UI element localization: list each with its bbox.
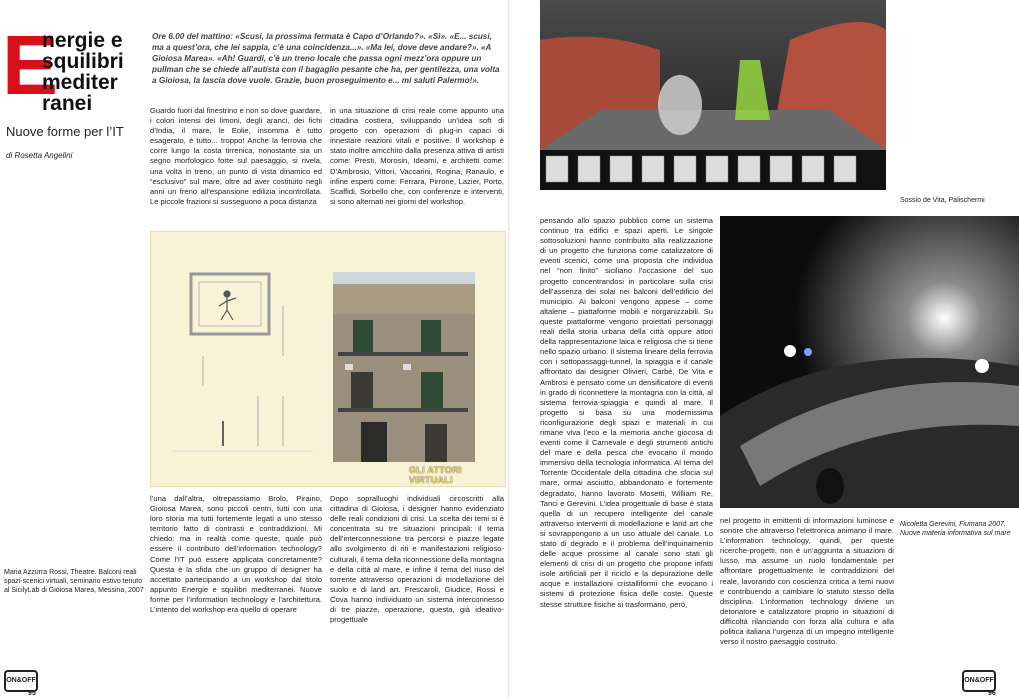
paragraph: Guardo fuori dal finestrino e non so dove guardare, i colori intensi dei limoni, degli aranci, dei fichi d’India, il mare, le Eolie, insomma è tutto esagerato, è tutto... troppo! Anche la ferrovia che corre lungo la costa tirrenica, nonostante sia un segno morfologico forte sul paesaggio, si rivela, una volta in treno, un punto di vista dinamico ed “esclusivo” sul mare, oltre ad aver costituito negli anni un freno all’espansione edilizia incontrollata. Le piccole frazioni si susseguono a poca distanza	[150, 106, 322, 206]
right-page	[510, 0, 1019, 699]
title-initial: E	[2, 18, 59, 112]
title-line: mediter	[42, 71, 118, 94]
body-column-2-bottom	[330, 494, 504, 625]
body-column-3	[540, 216, 713, 610]
paragraph: l’una dall’altra, oltrepassiamo Brolo, Piraino, Gioiosa Marea, sono piccoli centri, tutti con una loro storia ma tutti fortemente legati a uno stesso territorio fatto di contrasti e contraddizioni. Mi chiedo: ma in realtà come queste, quale può essere il contributo dell’information technology? Come l’IT può essere applicata concretamente? Questa è la sfida che un gruppo di designer ha accettato partecipando a un workshop dal titolo appunto Energie e squilibri mediterranei. Nuove forme per l’information technology e l’architettura. L’intento del workshop era quello di operare	[150, 494, 322, 615]
logo-text: ON&OFF	[6, 677, 36, 684]
figure-caption-right-top: Sossio de Vita, Palischermi	[900, 197, 985, 204]
paragraph: nel progetto in emittenti di informazioni luminose e sonore che attraverso l’elettronica animano il mare. L’information technology, quindi, per queste ricerche-progetti, non è un’aggiunta a situazioni di lusso, ma assume un ruolo fondamentale per affrontare progettualmente le contraddizioni del reale, lavorando con coscienza critica a temi nuovi e contribuendo a cambiare lo statuto stesso della disciplina. L’information technology diviene un detonatore e catalizzatore proprio in situazioni di difficoltà rilanciando con forza alla cultura e alla politica italiana l’urgenza di un impegno intelligente verso il nostro paesaggio costruito.	[720, 516, 894, 647]
article-title	[42, 30, 142, 114]
paragraph: in una situazione di crisi reale come appunto una cittadina costiera, sviluppando un’idea soft di progetto con operazioni di plug-in capaci di innestare reazioni vitali e positive. Il workshop è stato inoltre arricchito dalla presenza attiva di artisti come: Presti, Morosin, Ideami, e architetti come: D’Ambrosio, Vittori, Vaccarini, Rogina, Ranaulo, e infine esperti come: Ferrara, Pirrone, Lazier, Porto, Scaffidi, Sorbello che, con conferenze e interventi, si sono alternati nei giorni del workshop.	[330, 106, 504, 206]
body-column-2-top	[330, 106, 504, 207]
figure-caption-left: Maria Azzurra Rossi, Theatre. Balconi reali spazi-scenici virtuali, seminario estivo tenuto al SicilyLab di Gioiosa Marea, Messina, 2007	[4, 569, 144, 594]
page-number-left: 95	[28, 690, 36, 697]
project-figure	[150, 231, 506, 487]
title-line: squilibri	[42, 50, 124, 73]
magazine-logo	[4, 670, 38, 692]
figure-label: GLI ATTORI VIRTUALI	[409, 465, 462, 485]
figure-caption-right-bottom: Nicoletta Gerevini, Fiumana 2007. Nuove materia informativa sul mare	[900, 521, 1011, 537]
paragraph: pensando allo spazio pubblico come un sistema continuo tra edifici e spazi aperti. Le singole sottosoluzioni hanno contribuito alla realizzazione di un progetto che funziona come catalizzatore di eventi scenici, come una proposta che individua nel “non finito” siciliano l’occasione del suo progetto concentrandosi in particolare sulla crisi dell’assenza dei solai nei balconi dell’edificio del municipio. Ai balconi vengono appese – come altalene – piattaforme mobili e riorganizzabili. Su queste piattaforme vengono proiettati personaggi reali della storia urbana della città oppure attori della rappresentazione laica e religiosa che si tiene nello spazio urbano. Il sistema lineare della ferrovia con i sottopassaggi-tunnel, la spiaggia e il canale affrontato dai designer Olivieri, Carbè, De Vita e Ambrosi è pensato come un densificatore di eventi in grado di riconnettere la montagna con la città, al sistema ferrovia-spiaggia e quindi al mare. Il progetto si basa su una modernissima riconfigurazione degli spazi e materiali in cui rimane viva l’eco e la memoria anche giocosa di eventi come il Carnevale e degli strumenti antichi del mare e della pesca che evocano il mondo immersivo della tecnologia informatica. Al tema del Torrente Occidentale della cittadina che sfocia sul mare, ormai asciutto, abbandonato e fortemente degradato, hanno lavorato Mosetti, William Re, Tanci e Gerevini. L’idea progettuale di base è stata quella di un recupero intelligente del canale attraverso interventi di modellazione e land art che si sovrappongono a un uso attuale del canale. Lo stato di degrado e il problema dell’inquinamento delle acque prossime al canale sono stati gli elementi di crisi di un progetto che propone infatti isole artificiali per il riciclo e la depurazione delle acque e installazioni cristalliformi che evocano i sistemi di protezione fisica delle coste. Queste stesse strutture fisiche si trasformano, però,	[540, 216, 713, 609]
magazine-logo	[962, 670, 996, 692]
byline: di Rosetta Angelini	[6, 151, 73, 160]
body-column-4	[720, 516, 894, 647]
article-subtitle: Nuove forme per l’IT	[6, 124, 124, 139]
title-line: nergie e	[42, 29, 123, 52]
body-column-1-top	[150, 106, 322, 207]
logo-text: ON&OFF	[964, 677, 994, 684]
plan-drawing	[163, 246, 323, 466]
building-facade-photo	[333, 272, 475, 462]
lead-paragraph: Ore 6.00 del mattino: «Scusi, la prossima fermata è Capo d’Orlando?». «Sì». «E... scusi, ma a quest’ora, che lei sappia, c’è una coincidenza...». «Ma lei, dove deve andare?». «A Gioiosa Marea». «Ah! Guardi, c’è un treno locale che passa ogni mezz’ora oppure un pullman che se chiede all’autista con il bagaglio pesante che ha, per gentilezza, una volta a Gioiosa, la lascia dove vuole. Grazie, buon proseguimento e... mi saluti Palermo!».	[152, 32, 500, 85]
render-image-palischermi	[540, 0, 886, 190]
render-image-fiumana	[720, 216, 1019, 508]
title-line: ranei	[42, 92, 93, 115]
page-number-right: 96	[988, 690, 996, 697]
paragraph: Dopo sopralluoghi individuali circoscritti alla cittadina di Gioiosa, i designer hanno evidenziato delle reali condizioni di crisi. La scelta dei temi si è concentrata su tre situazioni principali: il tema dell’interconnessione tra percorsi e piazze legate allo svolgimento di riti e manifestazioni religioso-culturali, il tema della riconnessione della montagna e della città al mare, e infine il tema del riuso del torrente attraverso operazioni di modellazione del suolo e di land art. Frescaroli, Giudice, Rossi e Cova hanno individuato un sistema interconnesso di tre piazze, operazione, questa, già ideativo-progettuale	[330, 494, 504, 625]
body-column-1-bottom	[150, 494, 322, 615]
